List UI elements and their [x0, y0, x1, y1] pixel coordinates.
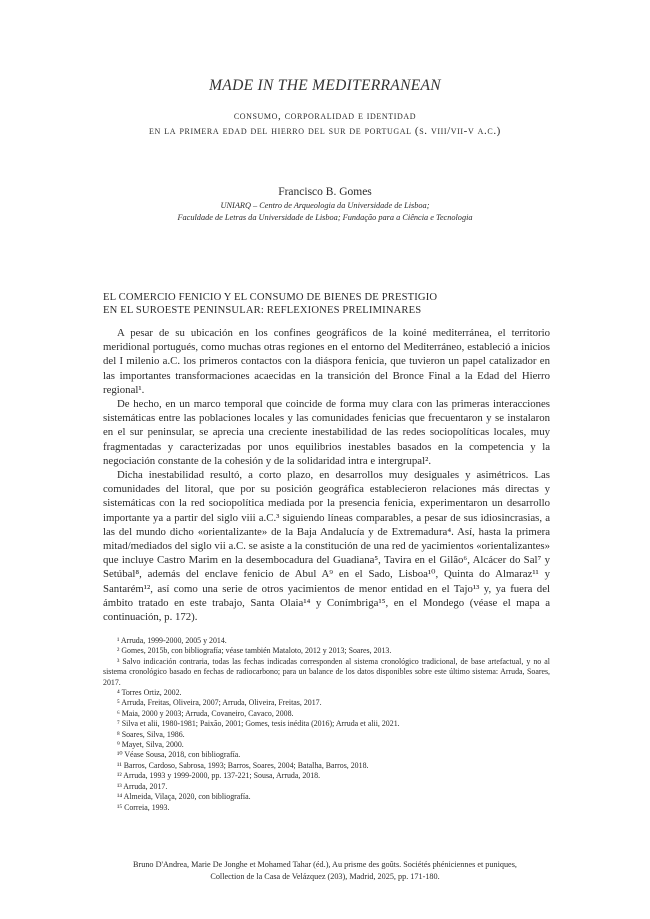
- footnote: ¹⁵ Correia, 1993.: [117, 802, 170, 812]
- footnote: ³ Salvo indicación contraria, todas las fechas indicadas corresponden al sistema cronológico tradicional, de base artefactual, y no al sistema cronológico basado en fechas de radiocarbono; para un balance de los datos disponibles sobre este último sistema: Arruda, Soares, 2017.: [103, 656, 550, 687]
- footnote: ⁷ Silva et alii, 1980-1981; Paixão, 2001; Gomes, tesis inédita (2016); Arruda et alii, 2021.: [117, 719, 400, 729]
- paragraph: A pesar de su ubicación en los confines geográficos de la koiné mediterránea, el territorio meridional portugués, como muchas otras regiones en el entorno del Mediterráneo, estableció a inicios del I milenio a.C. los primeros contactos con la diáspora fenicia, que tuvieron un papel catalizador en las importantes transformaciones acaecidas en la transición del Bronce Final a la Edad del Hierro regional¹.: [103, 327, 550, 396]
- author-affiliation-2: Faculdade de Letras da Universidade de Lisboa; Fundação para a Ciência e Tecnologia: [177, 213, 473, 222]
- author-name: Francisco B. Gomes: [278, 186, 372, 198]
- footnote: ¹² Arruda, 1993 y 1999-2000, pp. 137-221; Sousa, Arruda, 2018.: [117, 771, 321, 781]
- series-title: MADE IN THE MEDITERRANEAN: [209, 77, 441, 94]
- paragraph: Dicha inestabilidad resultó, a corto plazo, en desarrollos muy desiguales y asimétricos. Las comunidades del litoral, que por su posición geográfica establecieron relaciones más directas y sistemáticas con la red sociopolítica mediada por la presencia fenicia, experimentaron un desarrollo importante ya a partir del siglo viii a.C.³ siguiendo líneas comparables, a pesar de sus idiosincrasias, a las del mundo dicho «orientalizante» de la Baja Andalucía y de Extremadura⁴. Así, hasta la primera mitad/mediados del siglo vii a.C. se asiste a la constitución de una red de yacimientos «orientalizantes» que incluye Castro Marim en la desembocadura del Guadiana⁵, Tavira en el Gilão⁶, Alcácer do Sal⁷ y Setúbal⁸, además del enclave fenicio de Abul A⁹ en el Sado, Lisboa¹⁰, Quinta do Almaraz¹¹ y Santarém¹², así como una serie de otros yacimientos de menor entidad en el Tajo¹³ y, ya fuera del ámbito tratado en este trabajo, Santa Olaia¹⁴ y Conímbriga¹⁵, en el Mondego (véase el mapa a continuación, p. 172).: [103, 469, 550, 624]
- footnote: ¹³ Arruda, 2017.: [117, 781, 168, 791]
- footnote: ⁶ Maia, 2000 y 2003; Arruda, Covaneiro, Cavaco, 2008.: [117, 708, 294, 718]
- author-affiliation-1: UNIARQ – Centro de Arqueologia da Universidade de Lisboa;: [220, 201, 430, 210]
- citation-footer-line2: Collection de la Casa de Velázquez (203), Madrid, 2025, pp. 171-180.: [210, 872, 440, 881]
- footnote: ⁴ Torres Ortiz, 2002.: [117, 688, 182, 698]
- footnote: ⁸ Soares, Silva, 1986.: [117, 729, 185, 739]
- footnote: ⁵ Arruda, Freitas, Oliveira, 2007; Arruda, Oliveira, Freitas, 2017.: [117, 698, 322, 708]
- footnotes: [103, 636, 550, 813]
- footnote: ⁹ Mayet, Silva, 2000.: [117, 740, 184, 750]
- paragraph: De hecho, en un marco temporal que coincide de forma muy clara con las primeras interacciones sistemáticas entre las poblaciones locales y las comunidades fenicias que frecuentaron y se instalaron en el sur peninsular, se aprecia una creciente inestabilidad de las redes sociopolíticas locales, muy fragmentadas y caracterizadas por unos equilibrios inestables basados en la competencia y la negociación constante de la cohesión y de la solidaridad intra e intergrupal².: [103, 398, 550, 467]
- footnote: ² Gomes, 2015b, con bibliografía; véase también Mataloto, 2012 y 2013; Soares, 2013.: [117, 646, 392, 656]
- section-heading-line1: EL COMERCIO FENICIO Y EL CONSUMO DE BIENES DE PRESTIGIO: [103, 292, 438, 303]
- chapter-subtitle-line2: en la primera edad del hierro del sur de portugal (s. viii/vii-v a.c.): [149, 125, 501, 137]
- footnote: ¹¹ Barros, Cardoso, Sabrosa, 1993; Barros, Soares, 2004; Batalha, Barros, 2018.: [117, 760, 369, 770]
- footnote: ¹⁴ Almeida, Vilaça, 2020, con bibliografía.: [117, 792, 251, 802]
- footnote: ¹⁰ Véase Sousa, 2018, con bibliografía.: [117, 750, 241, 760]
- footnote: ¹ Arruda, 1999-2000, 2005 y 2014.: [117, 636, 227, 645]
- section-heading-line2: EN EL SUROESTE PENINSULAR: REFLEXIONES PRELIMINARES: [103, 305, 422, 316]
- body-text: [103, 326, 550, 624]
- chapter-subtitle-line1: consumo, corporalidad e identidad: [233, 110, 417, 122]
- citation-footer-line1: Bruno D'Andrea, Marie De Jonghe et Mohamed Tahar (éd.), Au prisme des goûts. Sociétés phéniciennes et puniques,: [133, 860, 517, 869]
